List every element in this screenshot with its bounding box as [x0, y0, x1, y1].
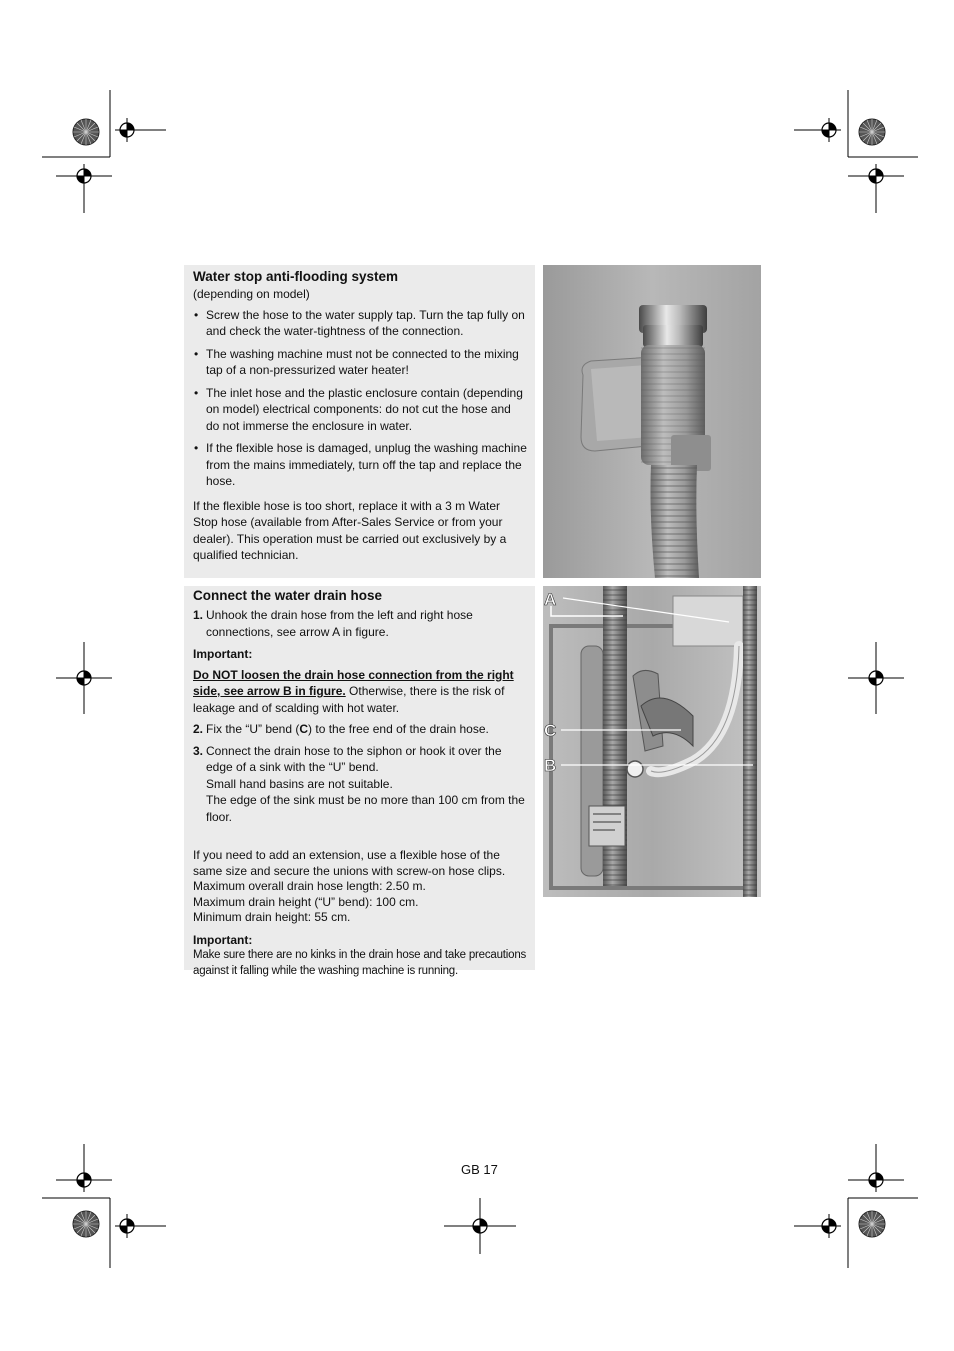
ext-text: Maximum overall drain hose length: 2.50 m.	[193, 879, 426, 893]
warning-text: Do NOT loosen the drain hose connection from the right side, see arrow B in figure.	[193, 667, 514, 698]
step-text: Connect the drain hose to the siphon or hook it over the edge of a sink with the “U” bend.	[206, 743, 502, 774]
step-text: Unhook the drain hose from the left and right hose connections, see arrow A in figure.	[206, 608, 473, 639]
drain-hose-section	[184, 586, 535, 977]
paragraph: If the flexible hose is too short, replace it with a 3 m Water Stop hose (available from After-Sales Service or from your dealer). This operation must be carried out exclusively by a qualified technician.	[193, 498, 507, 562]
callout-a: A	[544, 590, 557, 609]
list-item: • The washing machine must not be connected to the mixing tap of a non-pressurized water heater!	[193, 346, 527, 379]
callout-c: C	[544, 721, 557, 740]
water-stop-section	[184, 265, 535, 578]
water-stop-photo	[543, 265, 761, 578]
step-text: The edge of the sink must be no more than 100 cm from the floor.	[206, 793, 525, 824]
ext-text: Minimum drain height: 55 cm.	[193, 910, 351, 924]
list-item	[193, 721, 527, 738]
callout-b: B	[544, 756, 557, 775]
step-number: 1.	[193, 608, 204, 622]
important-label: Important:	[193, 647, 253, 661]
page-number: GB 17	[461, 1162, 498, 1177]
list-item	[193, 607, 527, 640]
final-note: Make sure there are no kinks in the drain hose and take precautions against it falling while the washing machine is running.	[193, 949, 527, 977]
important-label: Important:	[193, 932, 253, 947]
list-item: • If the flexible hose is damaged, unplug the washing machine from the mains immediately, turn off the tap and replace the hose.	[193, 440, 527, 490]
list-item	[193, 743, 527, 826]
step-number: 3.	[193, 743, 204, 758]
list-item: • Screw the hose to the water supply tap. Turn the tap fully on and check the water-tightness of the connection.	[193, 307, 527, 340]
steps-list	[193, 607, 527, 640]
warning-paragraph	[193, 667, 527, 717]
step-text: Small hand basins are not suitable.	[206, 776, 393, 791]
ext-text: Maximum drain height (“U” bend): 100 cm.	[193, 894, 419, 909]
ext-text: If you need to add an extension, use a flexible hose of the same size and secure the unions with screw-on hose clips.	[193, 848, 506, 878]
step-letter: C	[299, 722, 309, 736]
step-text: Fix the “U” bend (	[206, 722, 300, 736]
bullet-list	[193, 307, 527, 490]
steps-list	[193, 721, 527, 825]
section-title: Water stop anti-flooding system	[193, 269, 399, 284]
step-number: 2.	[193, 722, 204, 736]
warning-rest: Otherwise, there is the risk of leakage and of scalding with hot water.	[193, 684, 505, 715]
step-text: ) to the free end of the drain hose.	[308, 722, 489, 736]
list-item: • The inlet hose and the plastic enclosure contain (depending on model) electrical components: do not cut the hose and do not immerse the enclosure in water.	[193, 385, 527, 435]
section-subtitle: (depending on model)	[193, 287, 310, 301]
drain-hose-photo	[543, 586, 761, 897]
extension-paragraph	[193, 848, 527, 926]
section-title: Connect the water drain hose	[193, 588, 383, 603]
